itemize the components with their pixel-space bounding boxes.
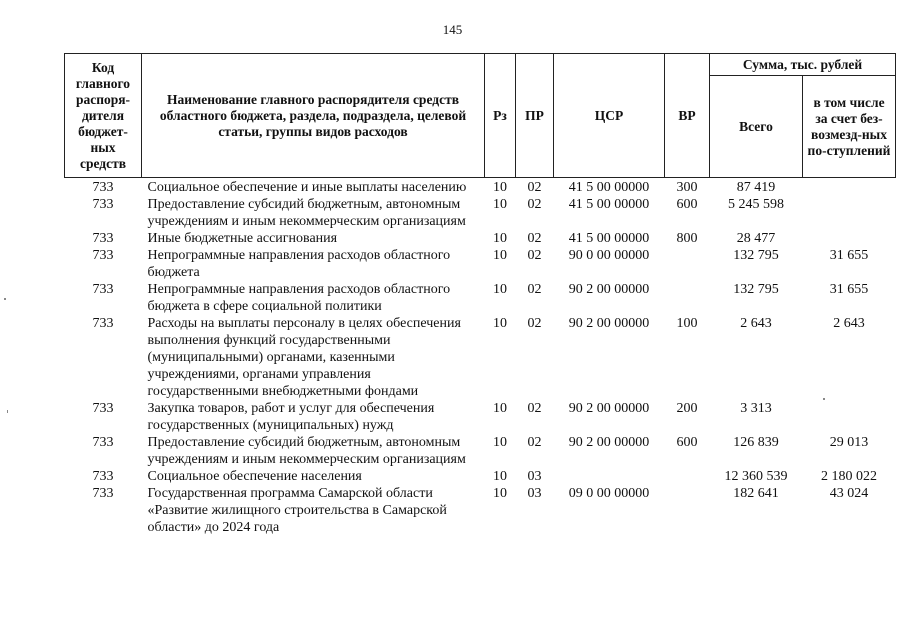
- row-rz: 10: [493, 316, 507, 331]
- table-row: [65, 468, 896, 485]
- table-row: [65, 247, 896, 281]
- row-code: 733: [92, 180, 114, 195]
- table-row: [65, 178, 896, 197]
- row-vr: [665, 468, 710, 485]
- row-code: 733: [92, 401, 114, 416]
- row-name: Закупка товаров, работ и услуг для обеспечения государственных (муниципальных) нужд: [147, 401, 435, 433]
- row-free: 31 655: [829, 282, 869, 297]
- row-csr: 41 5 00 00000: [568, 180, 650, 195]
- row-rz: 10: [493, 197, 507, 212]
- row-total: 132 795: [733, 282, 779, 297]
- row-vr: [665, 247, 710, 281]
- row-code: 733: [92, 197, 114, 212]
- row-total: 3 313: [740, 401, 772, 416]
- row-free: 31 655: [829, 248, 869, 263]
- header-sum-group: Сумма, тыс. рублей: [710, 54, 896, 76]
- row-vr: 800: [676, 231, 698, 246]
- row-total: 28 477: [736, 231, 776, 246]
- table-row: [65, 400, 896, 434]
- budget-table: [64, 53, 896, 536]
- row-rz: 10: [493, 486, 507, 501]
- scan-speck: [823, 398, 825, 400]
- row-free: 43 024: [829, 486, 869, 501]
- row-name: Непрограммные направления расходов областного бюджета в сфере социальной политики: [147, 282, 451, 314]
- row-free: [803, 400, 896, 434]
- row-free: 2 180 022: [821, 469, 877, 484]
- row-csr: 90 0 00 00000: [568, 248, 650, 263]
- row-code: 733: [92, 248, 114, 263]
- header-rz: Рз: [485, 54, 516, 178]
- scan-speck: [7, 410, 8, 413]
- row-free: [803, 178, 896, 197]
- row-rz: 10: [493, 435, 507, 450]
- row-free: 29 013: [829, 435, 869, 450]
- row-vr: 100: [676, 316, 698, 331]
- header-vr: ВР: [665, 54, 710, 178]
- row-vr: 600: [676, 435, 698, 450]
- row-csr: 90 2 00 00000: [568, 282, 650, 297]
- row-csr: 90 2 00 00000: [568, 401, 650, 416]
- row-total: 132 795: [733, 248, 779, 263]
- row-total: 182 641: [733, 486, 779, 501]
- row-code: 733: [92, 469, 114, 484]
- row-pr: 03: [527, 486, 542, 501]
- row-pr: 02: [527, 231, 542, 246]
- row-pr: 02: [527, 180, 542, 195]
- row-rz: 10: [493, 248, 507, 263]
- row-code: 733: [92, 282, 114, 297]
- row-pr: 02: [527, 282, 542, 297]
- table-row: [65, 315, 896, 400]
- row-csr: 41 5 00 00000: [568, 197, 650, 212]
- scan-speck: [4, 298, 6, 300]
- row-total: 87 419: [736, 180, 776, 195]
- row-pr: 02: [527, 248, 542, 263]
- row-total: 12 360 539: [724, 469, 788, 484]
- row-csr: 90 2 00 00000: [568, 316, 650, 331]
- row-name: Предоставление субсидий бюджетным, автономным учреждениям и иным некоммерческим организациям: [147, 435, 466, 467]
- row-vr: 600: [676, 197, 698, 212]
- header-csr: ЦСР: [554, 54, 665, 178]
- row-name: Социальное обеспечение населения: [147, 469, 362, 484]
- row-name: Расходы на выплаты персоналу в целях обеспечения выполнения функций государственными (муниципальными) органами, казенными учреждениями, органами управления государственными внебюджетными фондами: [147, 316, 461, 399]
- header-pr: ПР: [516, 54, 554, 178]
- header-free: в том числе за счет без-возмезд-ных по-ступлений: [803, 76, 896, 178]
- row-code: 733: [92, 486, 114, 501]
- row-rz: 10: [493, 282, 507, 297]
- row-vr: [665, 485, 710, 536]
- row-pr: 02: [527, 401, 542, 416]
- row-free: 2 643: [833, 316, 865, 331]
- row-name: Иные бюджетные ассигнования: [147, 231, 338, 246]
- table-header: [65, 54, 896, 178]
- row-vr: 200: [676, 401, 698, 416]
- header-total: Всего: [710, 76, 803, 178]
- row-total: 2 643: [740, 316, 772, 331]
- row-total: 126 839: [733, 435, 779, 450]
- row-csr: 90 2 00 00000: [568, 435, 650, 450]
- row-vr: [665, 281, 710, 315]
- row-code: 733: [92, 231, 114, 246]
- header-name: Наименование главного распорядителя средств областного бюджета, раздела, подраздела, целевой статьи, группы видов расходов: [142, 54, 485, 178]
- row-code: 733: [92, 316, 114, 331]
- row-name: Социальное обеспечение и иные выплаты населению: [147, 180, 467, 195]
- row-free: [803, 230, 896, 247]
- table-row: [65, 230, 896, 247]
- row-csr: [554, 468, 665, 485]
- row-name: Предоставление субсидий бюджетным, автономным учреждениям и иным некоммерческим организациям: [147, 197, 466, 229]
- row-csr: 09 0 00 00000: [568, 486, 650, 501]
- header-code: Код главного распоря-дителя бюджет-ных средств: [65, 54, 142, 178]
- row-pr: 02: [527, 435, 542, 450]
- table-row: [65, 196, 896, 230]
- row-pr: 03: [527, 469, 542, 484]
- row-free: [803, 196, 896, 230]
- row-code: 733: [92, 435, 114, 450]
- row-rz: 10: [493, 231, 507, 246]
- table-row: [65, 281, 896, 315]
- row-total: 5 245 598: [728, 197, 784, 212]
- table-row: [65, 434, 896, 468]
- row-pr: 02: [527, 197, 542, 212]
- row-vr: 300: [676, 180, 698, 195]
- row-rz: 10: [493, 469, 507, 484]
- row-rz: 10: [493, 180, 507, 195]
- row-csr: 41 5 00 00000: [568, 231, 650, 246]
- table-row: [65, 485, 896, 536]
- page-number: 145: [442, 22, 463, 37]
- row-pr: 02: [527, 316, 542, 331]
- row-name: Государственная программа Самарской области «Развитие жилищного строительства в Самарской области» до 2024 года: [147, 486, 447, 535]
- row-name: Непрограммные направления расходов областного бюджета: [147, 248, 451, 280]
- row-rz: 10: [493, 401, 507, 416]
- table-body: [65, 178, 896, 537]
